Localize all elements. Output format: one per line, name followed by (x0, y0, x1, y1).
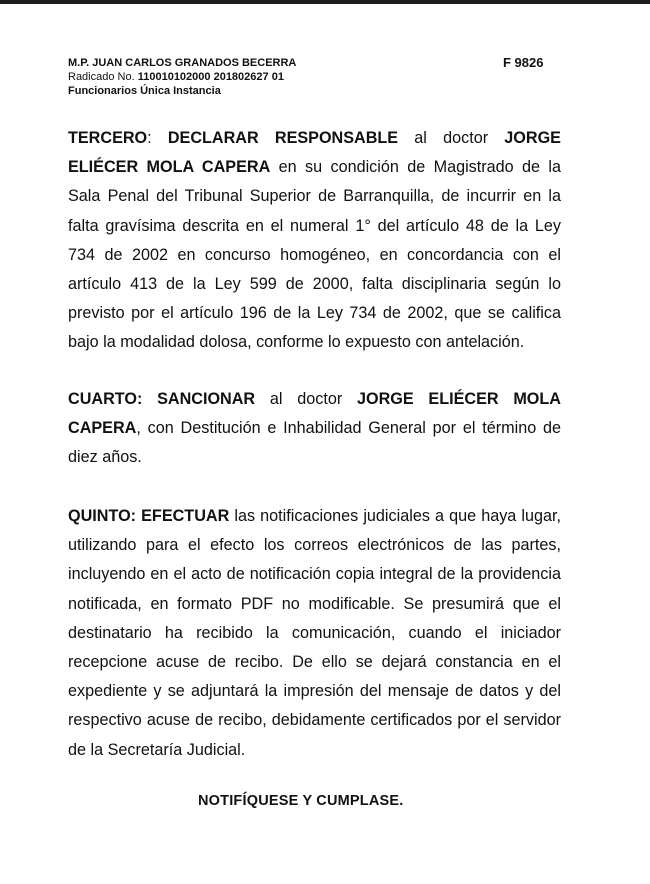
paragraph-quinto (68, 502, 561, 765)
tercero-text1: al doctor (398, 129, 505, 147)
paragraph-cuarto (68, 385, 561, 473)
tercero-label: TERCERO (68, 129, 148, 147)
quinto-text: las notificaciones judiciales a que haya lugar, utilizando para el efecto los correos electrónicos de las partes, incluyendo en el acto de notificación copia integral de la providencia notificada, en formato PDF no modificable. Se presumirá que el destinatario ha recibido la comunicación, cuando el iniciador recepcione acuse de recibo. De ello se dejará constancia en el expediente y se adjuntará la impresión del mensaje de datos y del respectivo acuse de recibo, debidamente certificados por el servidor de la Secretaría Judicial. (68, 507, 561, 759)
cuarto-name: JORGE ELIÉCER MOLA CAPERA (68, 390, 561, 438)
cuarto-text1: al doctor (255, 390, 357, 408)
tercero-action: DECLARAR RESPONSABLE (167, 129, 399, 147)
paragraph-tercero (68, 124, 561, 358)
quinto-label: QUINTO: EFECTUAR (68, 507, 230, 525)
folio-number: F 9826 (503, 55, 544, 70)
tercero-name: JORGE ELIÉCER MOLA CAPERA (68, 129, 561, 177)
magistrate-name: M.P. JUAN CARLOS GRANADOS BECERRA (68, 57, 297, 69)
top-dark-band (0, 0, 650, 4)
closing-statement: NOTIFÍQUESE Y CUMPLASE. (198, 793, 404, 809)
cuarto-text2: , con Destitución e Inhabilidad General por el término de diez años. (68, 419, 561, 467)
instance-label: Funcionarios Única Instancia (68, 85, 221, 97)
cuarto-label: CUARTO: SANCIONAR (68, 390, 256, 408)
radicado-label: Radicado No. (68, 71, 138, 83)
tercero-colon: : (147, 129, 168, 147)
document-header (68, 56, 558, 98)
radicado-line (68, 70, 558, 84)
radicado-number: 110010102000 201802627 01 (137, 71, 284, 83)
tercero-text2: en su condición de Magistrado de la Sala Penal del Tribunal Superior de Barranquilla, de incurrir en la falta gravísima descrita en el numeral 1° del artículo 48 de la Ley 734 de 2002 en concurso homogéneo, en concordancia con el artículo 413 de la Ley 599 de 2000, falta disciplinaria según lo previsto por el artículo 196 de la Ley 734 de 2002, que se califica bajo la modalidad dolosa, conforme lo expuesto con antelación. (68, 158, 562, 352)
